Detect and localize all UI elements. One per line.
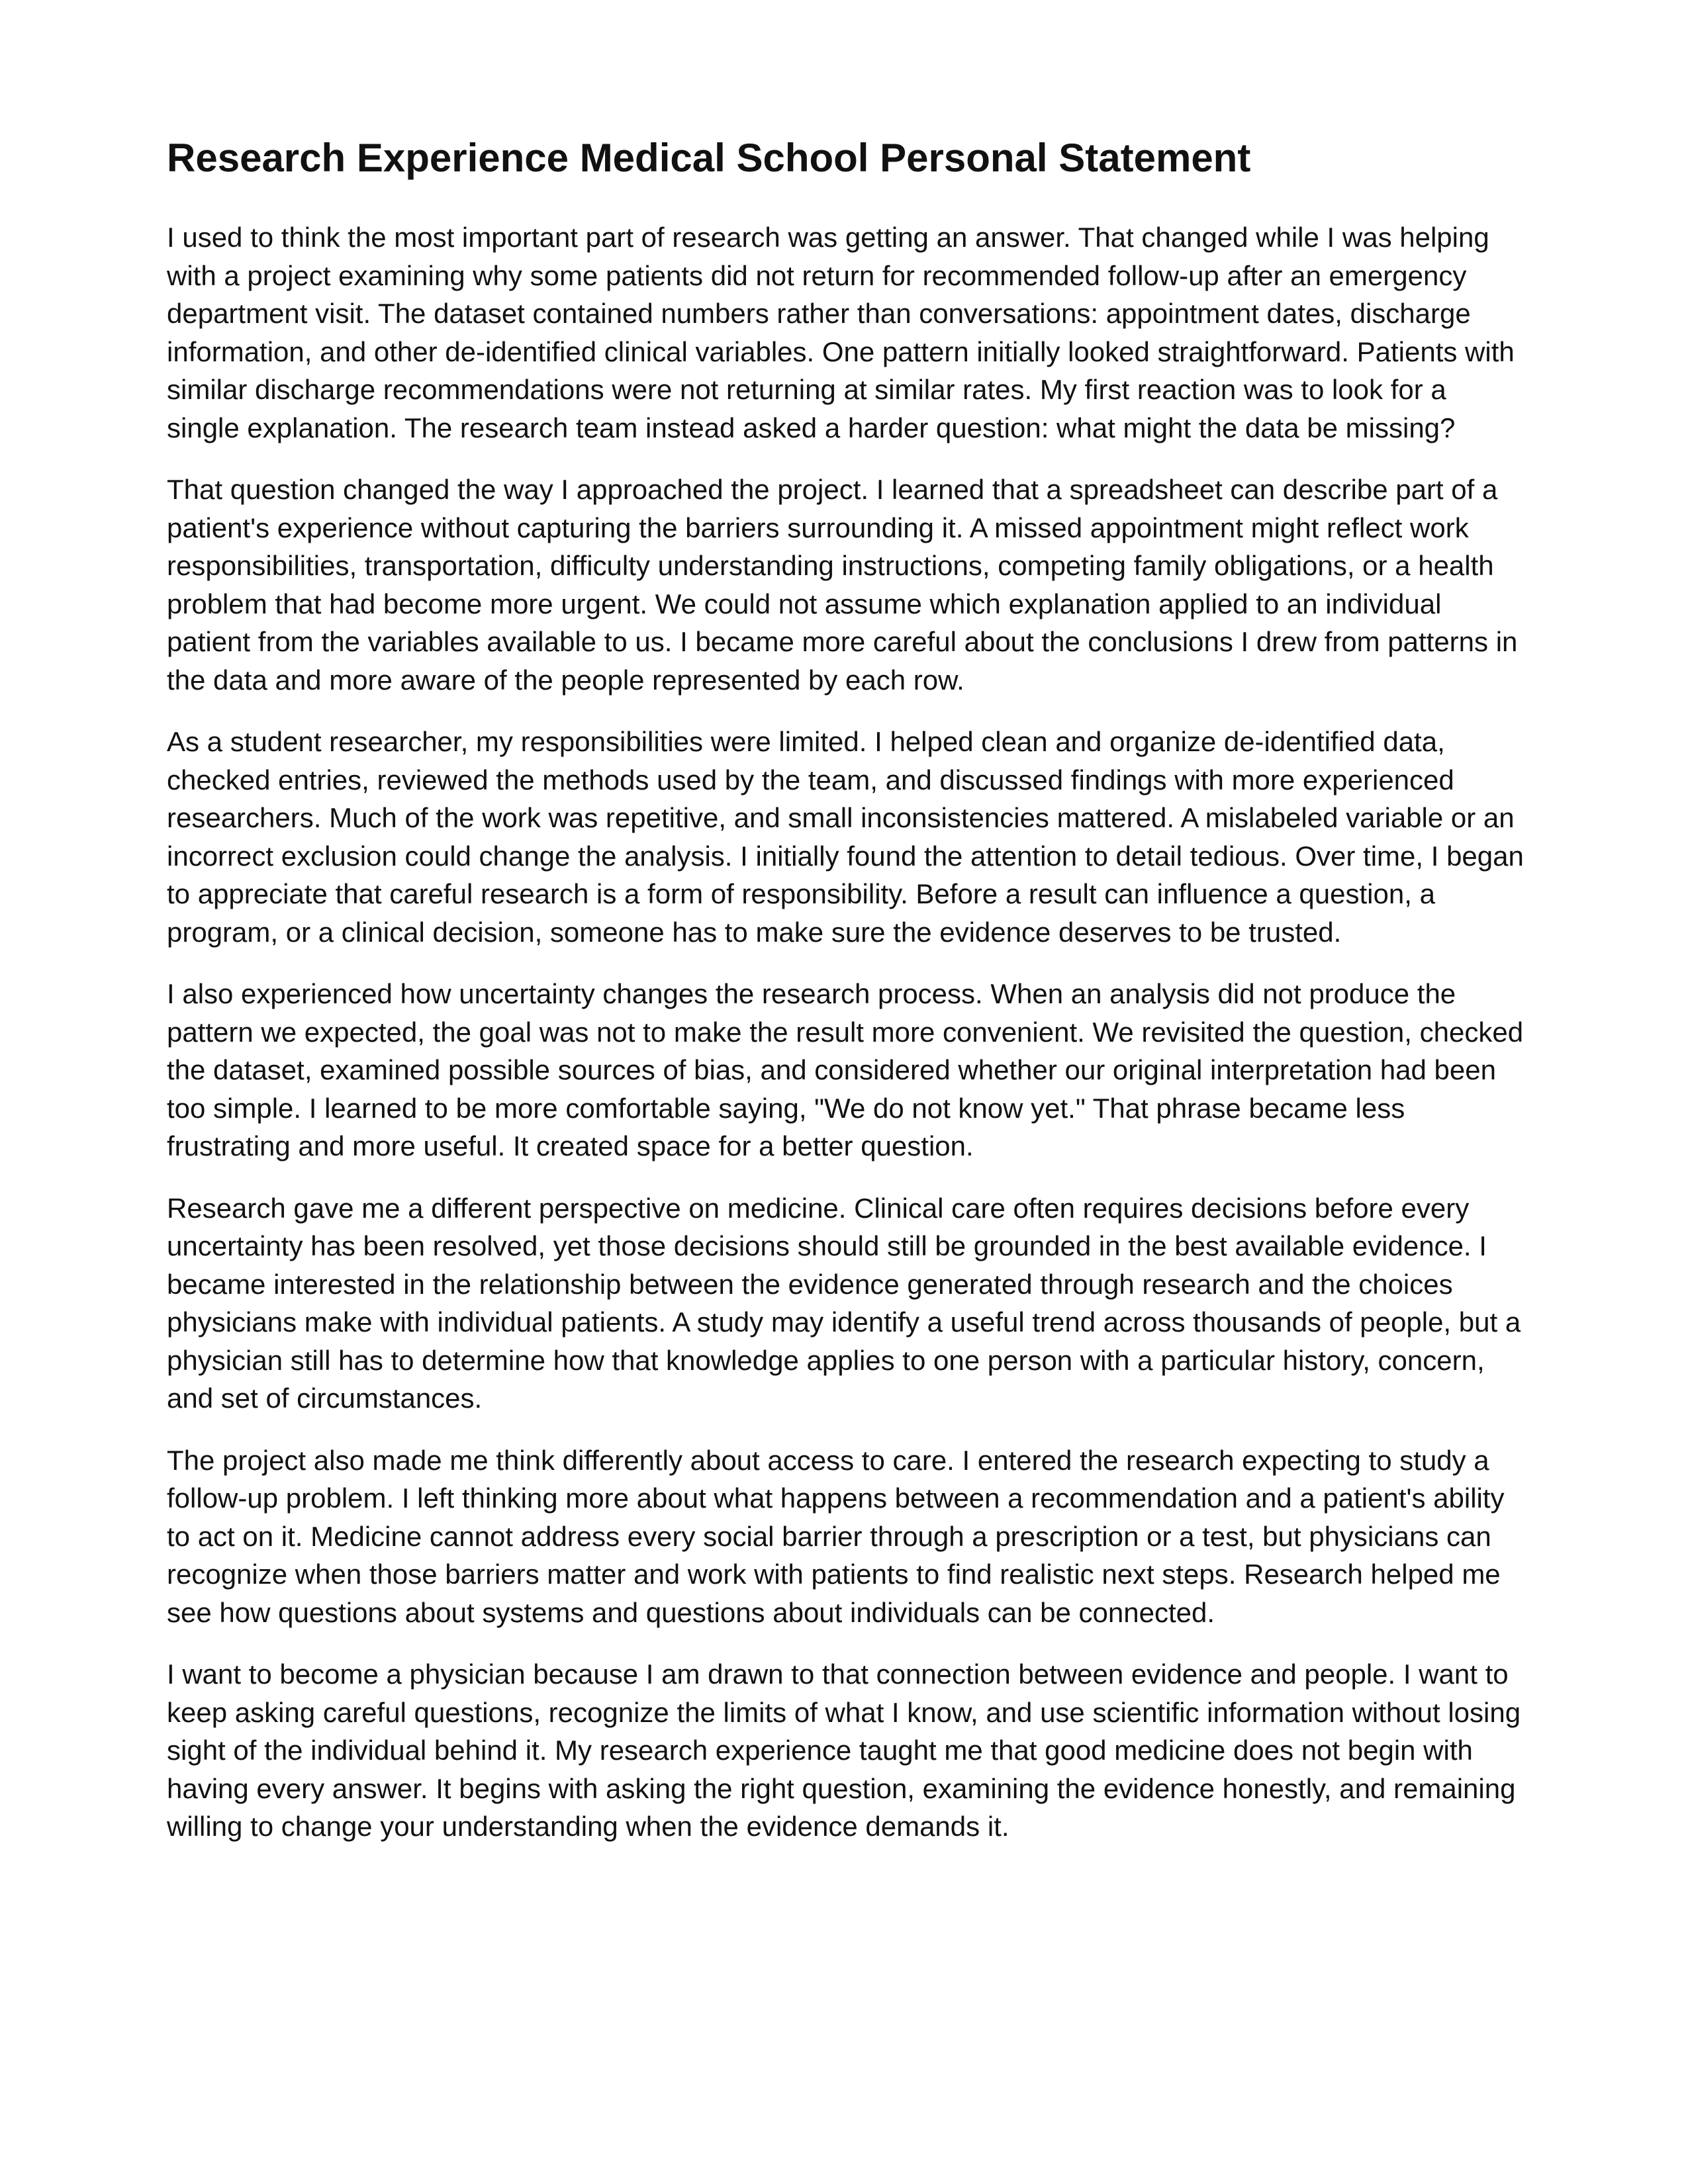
document-title: Research Experience Medical School Personal Statement (167, 136, 1251, 180)
paragraph-6: The project also made me think differently about access to care. I entered the research expecting to study a follow-up problem. I left thinking more about what happens between a recommendation and a patient's ability to act on it. Medicine cannot address every social barrier through a prescription or a test, but physicians can recognize when those barriers matter and work with patients to find realistic next steps. Research helped me see how questions about systems and questions about individuals can be connected. (167, 1444, 1505, 1628)
paragraph-7: I want to become a physician because I am drawn to that connection between evidence and people. I want to keep asking careful questions, recognize the limits of what I know, and use scientific information without losing sight of the individual behind it. My research experience taught me that good medicine does not begin with having every answer. It begins with asking the right question, examining the evidence honestly, and remaining willing to change your understanding when the evidence demands it. (167, 1659, 1521, 1842)
paragraph-2: That question changed the way I approached the project. I learned that a spreadsheet can describe part of a patient's experience without capturing the barriers surrounding it. A missed appointment might reflect work responsibilities, transportation, difficulty understanding instructions, competing family obligations, or a health problem that had become more urgent. We could not assume which explanation applied to an individual patient from the variables available to us. I became more careful about the conclusions I drew from patterns in the data and more aware of the people represented by each row. (167, 474, 1518, 696)
paragraph-1: I used to think the most important part of research was getting an answer. That changed while I was helping with a project examining why some patients did not return for recommended follow-up after an emergency department visit. The dataset contained numbers rather than conversations: appointment dates, discharge information, and other de-identified clinical variables. One pattern initially looked straightforward. Patients with similar discharge recommendations were not returning at similar rates. My first reaction was to look for a single explanation. The research team instead asked a harder question: what might the data be missing? (167, 222, 1515, 443)
paragraph-4: I also experienced how uncertainty changes the research process. When an analysis did not produce the pattern we expected, the goal was not to make the result more convenient. We revisited the question, checked the dataset, examined possible sources of bias, and considered whether our original interpretation had been too simple. I learned to be more comfortable saying, "We do not know yet." That phrase became less frustrating and more useful. It created space for a better question. (167, 978, 1524, 1161)
paragraph-3: As a student researcher, my responsibilities were limited. I helped clean and organize de-identified data, checked entries, reviewed the methods used by the team, and discussed findings with more experienced researchers. Much of the work was repetitive, and small inconsistencies mattered. A mislabeled variable or an incorrect exclusion could change the analysis. I initially found the attention to detail tedious. Over time, I began to appreciate that careful research is a form of responsibility. Before a result can influence a question, a program, or a clinical decision, someone has to make sure the evidence deserves to be trusted. (167, 726, 1524, 948)
paragraph-5: Research gave me a different perspective on medicine. Clinical care often requires decisions before every uncertainty has been resolved, yet those decisions should still be grounded in the best available evidence. I became interested in the relationship between the evidence generated through research and the choices physicians make with individual patients. A study may identify a useful trend across thousands of people, but a physician still has to determine how that knowledge applies to one person with a particular history, concern, and set of circumstances. (167, 1192, 1521, 1414)
document-body (167, 130, 1525, 1870)
